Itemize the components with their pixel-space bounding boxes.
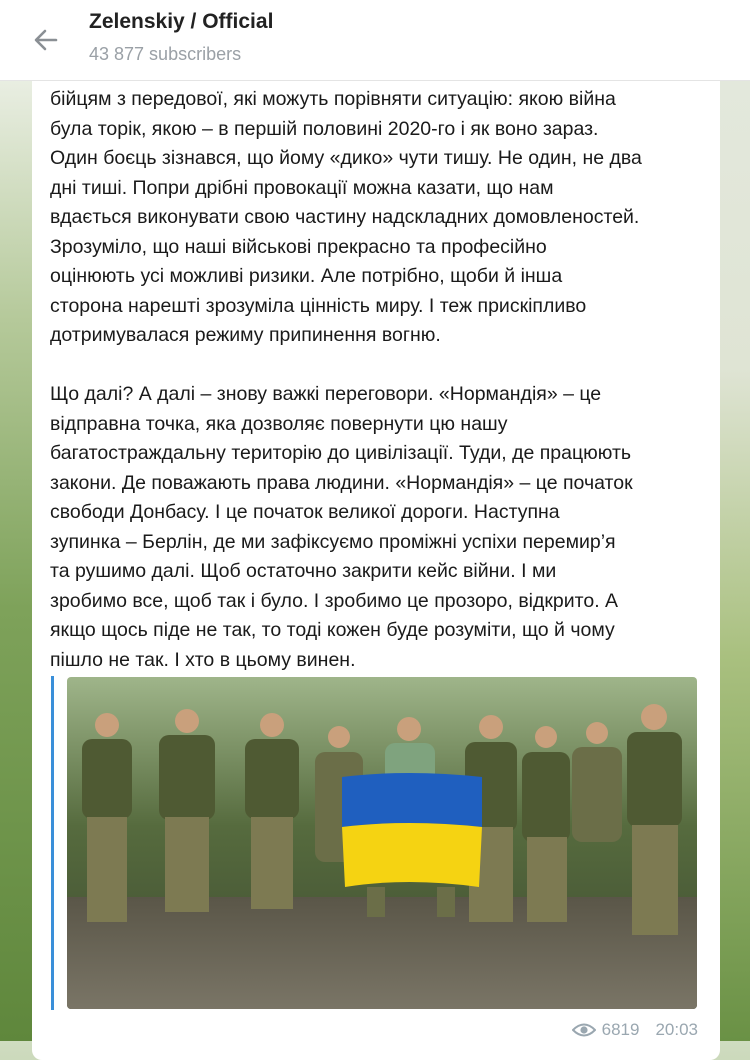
text-line: бійцям з передової, які можуть порівняти ситуацію: якою війна — [50, 88, 616, 110]
back-button[interactable] — [28, 22, 64, 58]
background-left — [0, 80, 32, 1041]
paragraph-1 — [50, 85, 720, 351]
text-line: якщо щось піде не так, то тоді кожен буде розуміти, що й чому — [50, 619, 615, 641]
text-line: оцінюють усі можливі ризики. Але потрібно, щоби й інша — [50, 265, 563, 287]
eye-icon — [572, 1022, 596, 1038]
text-line: багатостраждальну територію до цивілізації. Туди, де працюють — [50, 442, 632, 464]
message-photo[interactable] — [67, 677, 697, 1009]
text-line: була торік, якою – в першій половині 2020-го і як воно зараз. — [50, 117, 599, 140]
text-line: зробимо все, щоб так і було. І зробимо це прозоро, відкрито. А — [50, 589, 619, 612]
text-line: сторона нарешті зрозуміла цінність миру. І теж прискіпливо — [50, 294, 587, 317]
arrow-left-icon — [32, 26, 60, 54]
text-line: пішло не так. І хто в цьому винен. — [50, 648, 356, 671]
message-meta — [572, 1020, 698, 1040]
ukrainian-flag — [342, 773, 482, 887]
text-line: Один боєць зізнався, що йому «дико» чути тишу. Не один, не два — [50, 147, 642, 169]
text-line: Що далі? А далі – знову важкі переговори. «Нормандія» – це — [50, 383, 602, 405]
text-line: дотримувалася режиму припинення вогню. — [50, 324, 441, 346]
subscriber-count: 43 877 subscribers — [89, 44, 242, 64]
text-line: Зрозуміло, що наші військові прекрасно та професійно — [50, 235, 547, 258]
text-line: дні тиші. Попри дрібні провокації можна казати, що нам — [50, 176, 554, 199]
media-quote-bar — [51, 676, 54, 1010]
channel-title[interactable]: Zelenskiy / Official — [89, 10, 274, 33]
chat-header — [0, 0, 750, 81]
message-time: 20:03 — [655, 1020, 698, 1039]
message-text — [50, 85, 720, 675]
paragraph-2 — [50, 380, 720, 675]
view-count: 6819 — [601, 1020, 640, 1039]
text-line: вдається виконувати свою частину надскладних домовленостей. — [50, 206, 640, 228]
text-line: та рушимо далі. Щоб остаточно закрити кейс війни. І ми — [50, 560, 557, 582]
text-line: зупинка – Берлін, де ми зафіксуємо проміжні успіхи перемир’я — [50, 530, 616, 553]
text-line: свободи Донбасу. І це початок великої дороги. Наступна — [50, 501, 560, 523]
text-line: закони. Де поважають права людини. «Нормандія» – це початок — [50, 471, 633, 494]
text-line: відправна точка, яка дозволяє повернути цю нашу — [50, 412, 508, 435]
